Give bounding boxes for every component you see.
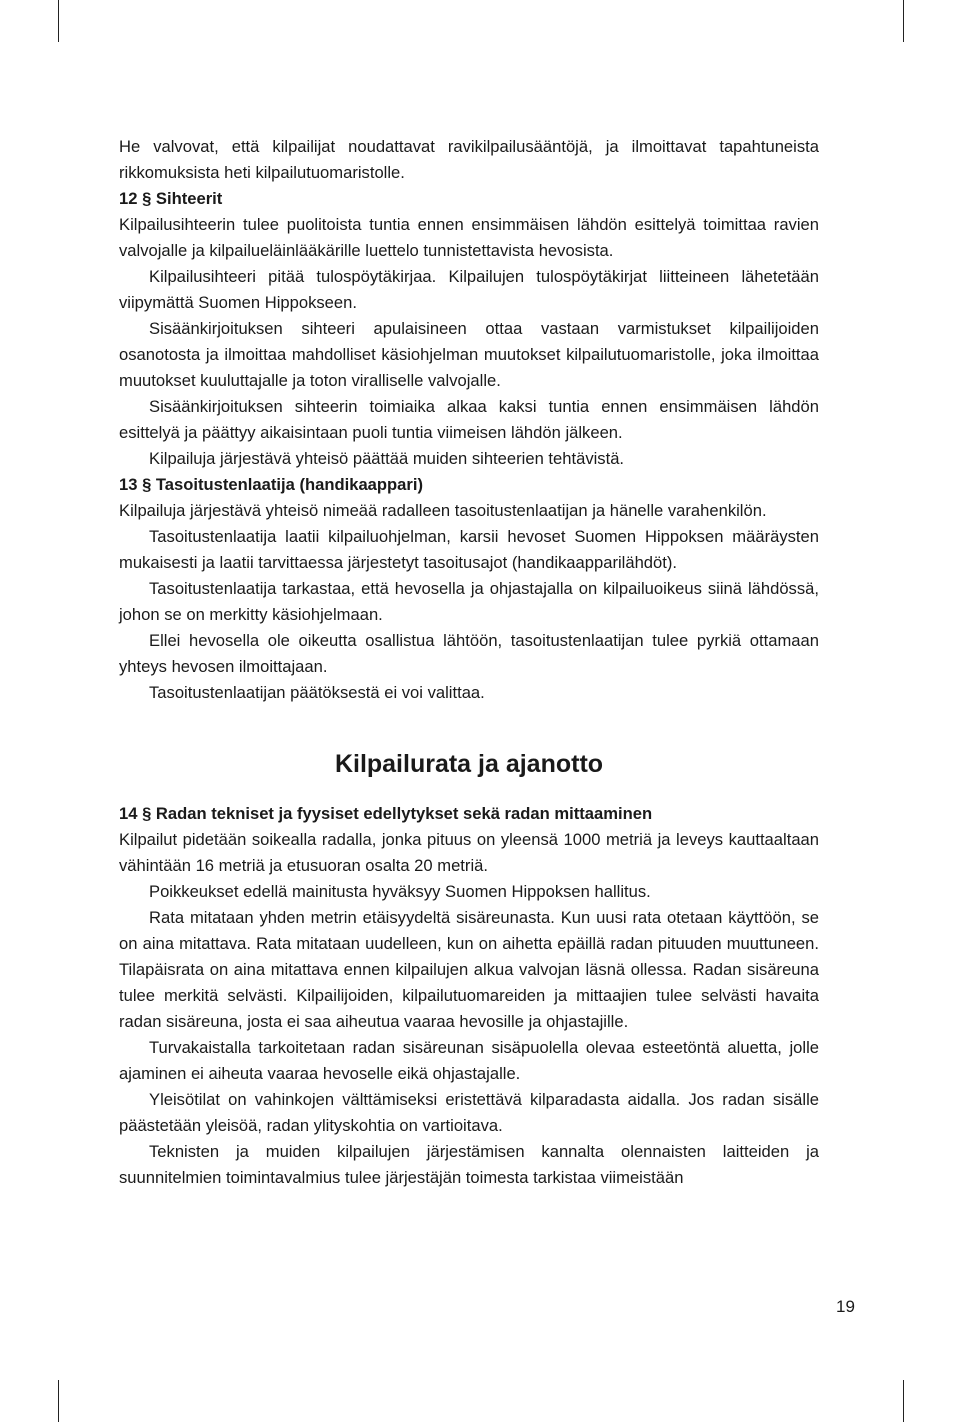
page-body — [119, 134, 819, 1191]
paragraph: Tasoitustenlaatijan päätöksestä ei voi valittaa. — [149, 683, 485, 702]
section-heading: 12 § Sihteerit — [119, 189, 223, 208]
paragraph: Yleisötilat on vahinkojen välttämiseksi eristettävä kilparadasta aidalla. Jos radan sisälle päästetään yleisöä, radan ylityskohtia on vartioitava. — [119, 1090, 819, 1135]
crop-mark-bottom-right — [903, 1380, 904, 1422]
paragraph: Kilpailut pidetään soikealla radalla, jonka pituus on yleensä 1000 metriä ja leveys kauttaaltaan vähintään 16 metriä ja etusuoran osalta 20 metriä. — [119, 830, 819, 875]
page-number: 19 — [836, 1297, 855, 1316]
crop-mark-top-left — [58, 0, 59, 42]
section-heading: 13 § Tasoitustenlaatija (handikaappari) — [119, 475, 424, 494]
crop-mark-top-right — [903, 0, 904, 42]
paragraph: Poikkeukset edellä mainitusta hyväksyy Suomen Hippoksen hallitus. — [149, 882, 651, 901]
paragraph: Kilpailusihteerin tulee puolitoista tuntia ennen ensimmäisen lähdön esittelyä toimittaa ravien valvojalle ja kilpailueläinlääkärille luettelo tunnistettavista hevosista. — [119, 215, 819, 260]
paragraph: Teknisten ja muiden kilpailujen järjestämisen kannalta olennaisten laitteiden ja suunnitelmien toimintavalmius tulee järjestäjän toimesta tarkistaa viimeistään — [119, 1142, 819, 1187]
paragraph: Rata mitataan yhden metrin etäisyydeltä sisäreunasta. Kun uusi rata otetaan käyttöön, se on aina mitattava. Rata mitataan uudelleen, kun on aihetta epäillä radan pituuden muuttuneen. Tilapäisrata on aina mitattava ennen kilpailujen alkua valvojan läsnä ollessa. Radan sisäreuna tulee merkitä selvästi. Kilpailijoiden, kilpailutuomareiden ja mittaajien tulee selvästi havaita radan sisäreuna, josta ei saa aiheutua vaaraa hevosille ja ohjastajille. — [119, 908, 819, 1031]
crop-mark-bottom-left — [58, 1380, 59, 1422]
paragraph: Kilpailusihteeri pitää tulospöytäkirjaa. Kilpailujen tulospöytäkirjat liitteineen lähetetään viipymättä Suomen Hippokseen. — [119, 267, 819, 312]
paragraph: Turvakaistalla tarkoitetaan radan sisäreunan sisäpuolella olevaa esteetöntä aluetta, jolle ajaminen ei aiheuta vaaraa hevoselle eikä ohjastajalle. — [119, 1038, 819, 1083]
paragraph: Kilpailuja järjestävä yhteisö nimeää radalleen tasoitustenlaatijan ja hänelle varahenkilön. — [119, 501, 767, 520]
paragraph: He valvovat, että kilpailijat noudattavat ravikilpailusääntöjä, ja ilmoittavat tapahtuneista rikkomuksista heti kilpailutuomaristolle. — [119, 137, 819, 182]
paragraph: Kilpailuja järjestävä yhteisö päättää muiden sihteerien tehtävistä. — [149, 449, 625, 468]
chapter-title: Kilpailurata ja ajanotto — [334, 750, 604, 778]
paragraph: Tasoitustenlaatija laatii kilpailuohjelman, karsii hevoset Suomen Hippoksen määräysten mukaisesti ja laatii tarvittaessa järjestetyt tasoitusajot (handikaapparilähdöt). — [119, 527, 819, 572]
paragraph: Tasoitustenlaatija tarkastaa, että hevosella ja ohjastajalla on kilpailuoikeus siinä lähdössä, johon se on merkitty käsiohjelmaan. — [119, 579, 819, 624]
section-heading: 14 § Radan tekniset ja fyysiset edellytykset sekä radan mittaaminen — [119, 804, 653, 823]
paragraph: Sisäänkirjoituksen sihteerin toimiaika alkaa kaksi tuntia ennen ensimmäisen lähdön esittelyä ja päättyy aikaisintaan puoli tuntia viimeisen lähdön jälkeen. — [119, 397, 819, 442]
paragraph: Sisäänkirjoituksen sihteeri apulaisineen ottaa vastaan varmistukset kilpailijoiden osanotosta ja ilmoittaa mahdolliset käsiohjelman muutokset kilpailutuomaristolle, joka ilmoittaa muutokset kuuluttajalle ja toton viralliselle valvojalle. — [119, 319, 819, 390]
paragraph: Ellei hevosella ole oikeutta osallistua lähtöön, tasoitustenlaatijan tulee pyrkiä ottamaan yhteys hevosen ilmoittajaan. — [119, 631, 819, 676]
